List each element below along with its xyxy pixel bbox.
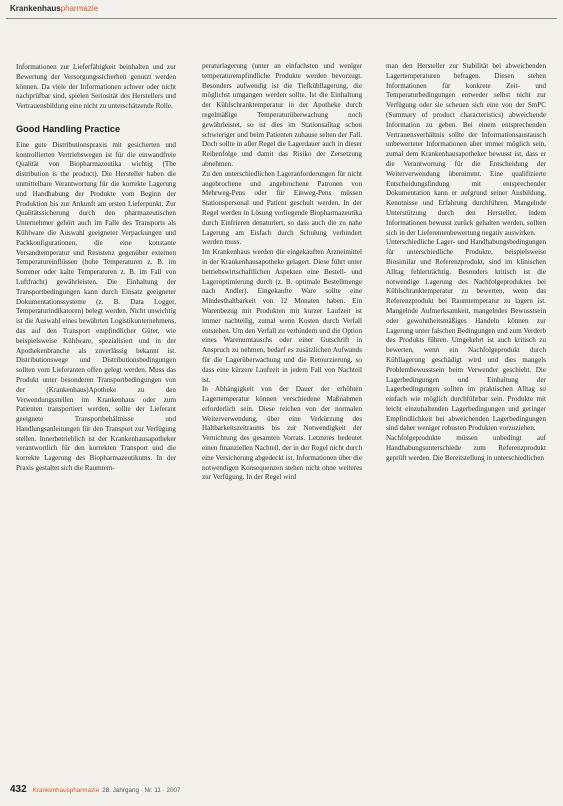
paragraph: man den Hersteller zur Stabilität bei abweichenden Lagertemperaturen befragen. Diesen stehen Informationen für konkrete Zeit- und Temperaturbedingungen entweder selbst nicht zur Verfügung oder sie scheuen sich eine von der SmPC (Summary of product characteristics) abweichende Information zu geben. Bei einem entsprechenden Vertrauensverhältnis sollte der Informationsaustausch unbewerteter Informationen aber immer möglich sein, zumal dem Krankenhausapotheker bewusst ist, dass er die Verantwortung für die Entscheidung der Weiterverwendung übernimmt. Eine qualifizierte Entscheidungsfindung mit entsprechender Dokumentation kann er aufgrund seiner Ausbildung, Kenntnisse und Erfahrung durchführen. Mangelnde Unterstützung durch den Hersteller, indem Informationen bewusst zurück gehalten werden, sollten sich in der Lieferentenbewertung negativ auswirken. [386, 62, 546, 237]
paragraph: Nachfolgeprodukte müssen unbedingt auf Handhabungsunterschiede zum Referenzprodukt geprüft werden. Die Bereitstellung in unterschiedlichen [386, 434, 546, 462]
paragraph: Unterschiedliche Lager- und Handhabungsbedingungen für unterschiedliche Produkte, beispielsweise Biosimilar und Referenzprodukt, sind im klinischen Alltag fehlerträchtig. Besonders kritisch ist die notwendige Lagerung des Nachfolgeproduktes bei Kühlschranktemperatur zu bewerten, wenn das Referenzprodukt bei Raumtemperatur zu lagern ist. Mangelnde Aufmerksamkeit, mangelndes Bewusstsein oder gewohnheitsmäßiges Handeln können zur Lagerung unter falschen Bedingungen und zum Verderb des Produkts führen. Umgekehrt ist auch kritisch zu bewerten, wenn ein Nachfolgeprodukt durch Kühllagerung geschädigt wird und dies mangels Problembewusstsein beim Verwender geschieht. Die Lagerbedingungen und Einhaltung der Lagerbedingungen sollten im praktischen Alltag so einfach wie möglich durchführbar sein. Produkte mit leicht einzuhaltenden Lagerbedingungen und geringer Empfindlichkeit bei abweichenden Lagerbedingungen sind daher weniger robusten Produkten vorzuziehen. [386, 238, 546, 433]
text-column-2 [202, 62, 362, 767]
running-header [10, 4, 98, 13]
paragraph: Zu den unterschiedlichen Lageranforderungen für nicht angebrochene und angebrochene Patronen von Mehrweg-Pens oder für Einweg-Pens müssen Stationspersonal und Patient geschult werden. In der Regel werden in Lösung vorliegende Biopharmazeutika durch Einfrieren denaturiert, so dass auch die zu nahe Lagerung am Eisfach durch Schulung verhindert werden muss. [202, 169, 362, 247]
paragraph: Informationen zur Lieferfähigkeit beinhalten und zur Bewertung der Versorgungssicherheit genutzt werden können. Da viele der Informationen schwer oder nicht nachprüfbar sind, spielen Seriosität des Herstellers und Vertrauensbildung eine nicht zu unterschätzende Rolle. [16, 63, 176, 111]
page-footer [10, 784, 181, 795]
text-column-3 [386, 62, 546, 767]
header-accent: pharmazie [60, 4, 99, 13]
text-column-1 [16, 63, 176, 768]
header-brand: Krankenhaus [10, 4, 61, 13]
paragraph: Im Krankenhaus werden die eingekauften Arzneimittel in der Krankenhausapotheke gelagert. Diese führt unter betriebswirtschaftlichen Aspekten eine Bestell- und Lageroptimierung durch (z. B. optimale Bestellmenge nach Andler). Eingekaufte Ware sollte eine Mindesthaltbarkeit von 12 Monaten haben. Ein Warenbezug mit Produkten mit kurzer Laufzeit ist immer nachteilig, zumal wenn Kosten durch Verfall entstehen. Um den Verfall zu verhindern und die Option eines Warenumtauschs oder einer Gutschrift in Anspruch zu nehmen, bedarf es zusätzlichen Aufwands für die Lagerüberwachung und die Retourzierung, so dass eine kürzere Laufzeit in jedem Fall von Nachteil ist. [202, 248, 362, 384]
page-number: 432 [10, 784, 27, 795]
footer-issue: 28. Jahrgang · Nr. 11 · 2007 [102, 787, 181, 794]
header-rule [6, 18, 557, 19]
paragraph: peraturlagerung (unter an einfachsten und weniger temperaturempfindliche Produkte werden bevorzugt. Besonders aufwendig ist die Tiefkühllagerung, die möglichst umgangen werden sollte. Ist die Einhaltung der Kühlschranktemperatur in der Apotheke durch regelmäßige Temperaturüberwachung noch gewährleistet, so ist dies im Stationsalltag schon schwieriger und beim Patienten zuhause selten der Fall. Doch sollte in aller Regel die Lagerdauer auch in dieser Reihenfolge und damit das Risiko der Zersetzung abnehmen. [202, 62, 362, 168]
footer-journal: Krankenhauspharmazie [32, 787, 100, 794]
paragraph: In Abhängigkeit von der Dauer der erhöhten Lagertemperatur können verschiedene Maßnahmen erforderlich sein. Diese reichen von der normalen Weiterverwendung, über eine Verkürzung des Haltbarkeitszeitraums bis zur Notwendigkeit der Vernichtung des gesamten Vorrats. Letzteres bedeutet einen finanziellen Nachteil, der in der Regel nicht durch eine Versicherung abgedeckt ist. Informationen über die notwendigen Konsequenzen stehen nicht ohne weiteres zur Verfügung. In der Regel wird [202, 385, 362, 482]
section-heading: Good Handling Practice [16, 123, 121, 134]
paragraph: Eine gute Distributionspraxis mit gesicherten und kontrollierten Vertriebswegen ist für die einwandfreie Qualität von Biopharmazeutika wichtig (The distribution is the product). Die Hersteller haben die unmittelbare Verantwortung für die korrekte Lagerung und Handhabung der Produkte vom Beginn der Produktion bis zur Ankunft am ersten Lieferpunkt. Zur Qualitätssicherung durch den pharmazeutischen Unternehmer gehört auch im Falle des Transports als Kühlware die Auswahl geeigneter Verpackungen und Packkonfigurationen, die eine konstante Versandtemperatur und Resistenz gegenüber externen Temperatureinflüssen (hohe Temperaturen z. B. im Sommer oder kalte Temperaturen z. B. im Fall von Luftfracht) gewährleisten. Die Einhaltung der Transportbedingungen kann durch Einsatz geeigneter Dokumentationssysteme (z. B. Data Logger, Temperaturindikatoren) belegt werden. Nicht unwichtig ist die Auswahl eines bewährten Logistikunternehmens, das auf den Transport empfindlicher Güter, wie beispielsweise Kühlware, spezialisiert und in der Apothekenbranche als zuverlässig bekannt ist. Distributionswege und Distributionsbedingungen sollten vom Lieferanten offen gelegt werden. Muss das Produkt unter besonderen Transportbedingungen von der (Krankenhaus)Apotheke zu den Verwendungsstellen im Krankenhaus oder zum Patienten transportiert werden, sollte der Lieferant geeignete Transportbehältnisse und Handlungsanleitungen für den Transport zur Verfügung stellen. Innerbetrieblich ist der Krankenhausapotheker verantwortlich für den korrekten Transport und die korrekte Lagerung des Biopharmazeutikums. In der Praxis gestaltet sich die Raumtem- [16, 140, 176, 473]
